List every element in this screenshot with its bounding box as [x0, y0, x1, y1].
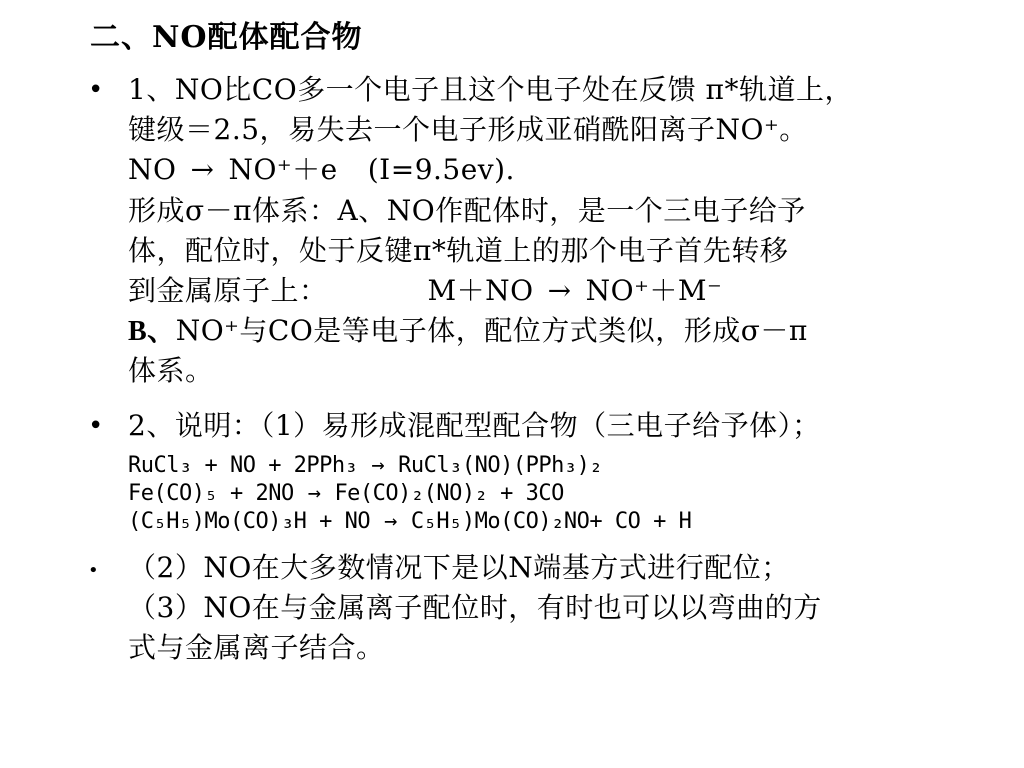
arrow-icon: → [384, 509, 397, 534]
text-line: 1、NO比CO多一个电子且这个电子处在反馈 π*轨道上， [128, 73, 853, 106]
equation-line [128, 452, 602, 480]
slide-title: 二、NO配体配合物 [90, 20, 363, 55]
text-line: 2、说明：（1）易形成混配型配合物（三电子给予体）； [128, 409, 821, 442]
reaction-product: NO⁺＋M⁻ [585, 274, 723, 307]
ionization-note: (I=9.5ev). [367, 153, 515, 186]
reaction-product: NO⁺＋e [228, 153, 338, 186]
equation-lhs: RuCl₃ + NO + 2PPh₃ [128, 453, 358, 478]
equation-lhs: (C₅H₅)Mo(CO)₃H + NO [128, 509, 371, 534]
equation-lhs: Fe(CO)₅ + 2NO [128, 481, 294, 506]
arrow-icon: → [371, 453, 385, 478]
item-label: B、 [128, 316, 176, 347]
equation-line [128, 480, 564, 508]
text-line: （3）NO在与金属离子配位时，有时也可以以弯曲的方 [128, 591, 822, 624]
arrow-icon: → [190, 153, 215, 186]
text-line: （2）NO在大多数情况下是以N端基方式进行配位； [128, 551, 790, 584]
text-line: 形成σ－π体系：A、NO作配体时，是一个三电子给予 [128, 194, 806, 227]
text-line [128, 313, 808, 350]
equation-line [128, 508, 691, 536]
equation-rhs: C₅H₅)Mo(CO)₂NO+ CO + H [410, 509, 692, 534]
text-line: 体，配位时，处于反键π*轨道上的那个电子首先转移 [128, 234, 789, 267]
arrow-icon: → [307, 481, 321, 506]
reaction-line [128, 152, 515, 188]
reaction-line [128, 273, 722, 309]
arrow-icon: → [547, 274, 572, 307]
text-line: 键级＝2.5，易失去一个电子形成亚硝酰阳离子NO⁺。 [128, 113, 808, 146]
bullet-marker: • [88, 560, 99, 581]
reaction-reactant: M＋NO [427, 274, 534, 307]
text-line: 式与金属离子结合。 [128, 631, 385, 664]
bullet-marker: • [88, 411, 104, 441]
text-line: 体系。 [128, 354, 214, 387]
reaction-reactant: NO [128, 153, 177, 186]
text-segment: NO⁺与CO是等电子体，配位方式类似，形成σ－π [175, 314, 808, 347]
equation-rhs: RuCl₃(NO)(PPh₃)₂ [398, 453, 603, 478]
text-segment: 到金属原子上： [128, 274, 328, 307]
equation-rhs: Fe(CO)₂(NO)₂ + 3CO [334, 481, 564, 506]
bullet-marker: • [88, 75, 104, 105]
